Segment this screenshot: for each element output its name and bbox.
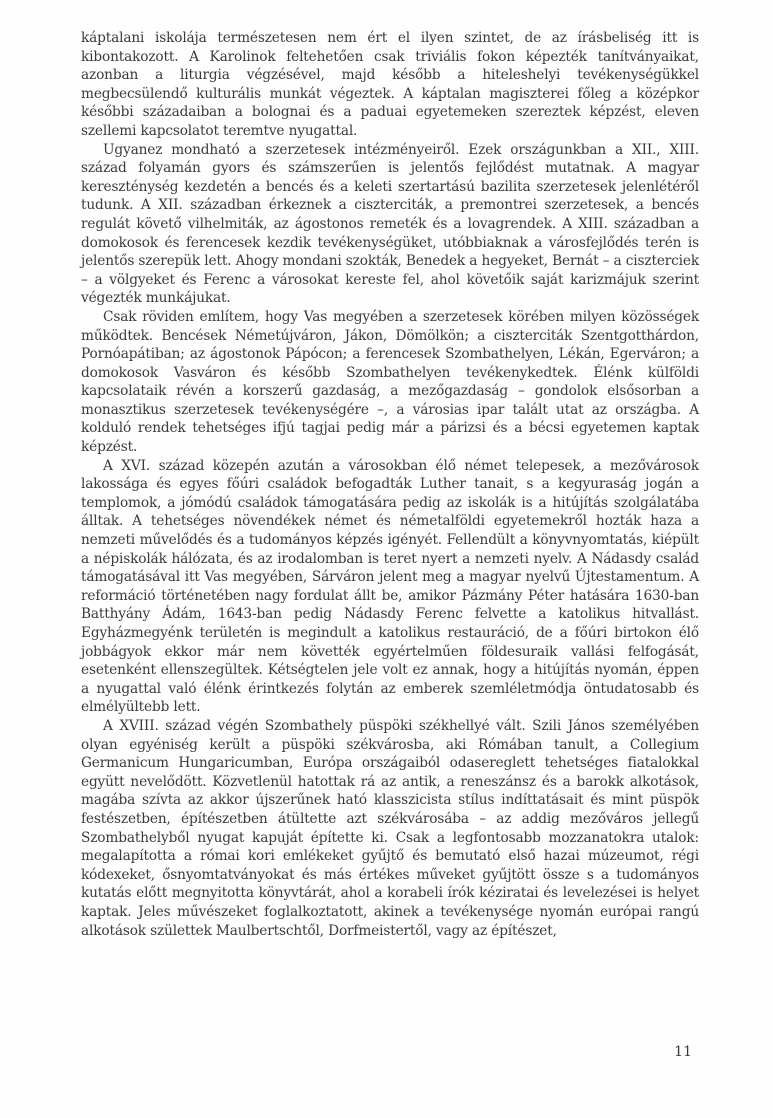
body-text — [81, 29, 699, 940]
paragraph-2: Ugyanez mondható a szerzetesek intézményeiről. Ezek országunkban a XII., XIII. század folyamán gyors és számszerűen is jelentős fejlődést mutatnak. A magyar kereszténység kezdetén a bencés és a keleti szertartású bazilita szerzetesek jelenlétéről tudunk. A XII. században érkeznek a ciszterciták, a premontrei szerzetesek, a bencés regulát követő vilhelmiták, az ágostonos remeték és a lovagrendek. A XIII. században a domokosok és ferencesek kezdik tevékenységüket, utóbbiaknak a városfejlődés terén is jelentős szerepük lett. Ahogy mondani szokták, Benedek a hegyeket, Bernát – a ciszterciek – a völgyeket és Ferenc a városokat kereste fel, ahol követőik saját karizmájuk szerint végezték munkájukat. — [81, 141, 699, 307]
paragraph-5: A XVIII. század végén Szombathely püspöki székhellyé vált. Szili János személyében olyan egyéniség került a püspöki székvárosba, aki Rómában tanult, a Collegium Germanicum Hungaricumban, Európa országaiból odasereglett tehetséges fiatalokkal együtt nevelődött. Közvetlenül hatottak rá az antik, a reneszánsz és a barokk alkotások, magába szívta az akkor újszerűnek ható klasszicista stílus indíttatásait és mint püspök festészetben, építészetben átültette azt székvárosába – az addig mezőváros jellegű Szombathelyből nyugat kapuját építette ki. Csak a legfontosabb mozzanatokra utalok: megalapította a római kori emlékeket gyűjtő és bemutató első hazai múzeumot, régi kódexeket, ősnyomtatványokat és más értékes műveket gyűjtött össze s a tudományos kutatás előtt megnyitotta könyvtárát, ahol a korabeli írók kéziratai és levelezései is helyet kaptak. Jeles művészeket foglalkoztatott, akinek a tevékenysége nyomán európai rangú alkotások születtek Maulbertschtől, Dorfmeistertől, vagy az építészet, — [81, 717, 699, 939]
paragraph-3: Csak röviden említem, hogy Vas megyében a szerzetesek körében milyen közösségek működtek. Bencések Németújváron, Jákon, Dömölkön; a ciszterciták Szentgotthárdon, Pornóapátiban; az ágostonok Pápócon; a ferencesek Szombathelyen, Lékán, Egerváron; a domokosok Vasváron és később Szombathelyen tevékenykedtek. Élénk külföldi kapcsolataik révén a korszerű gazdaság, a mezőgazdaság – gondolok elsősorban a monasztikus szerzetesek tevékenységére –, a városias ipar talált utat az országba. A kolduló rendek tehetséges ifjú tagjai pedig már a párizsi és a bécsi egyetemen kaptak képzést. — [81, 308, 699, 456]
paragraph-4: A XVI. század közepén azután a városokban élő német telepesek, a mezővárosok lakossága és egyes főúri családok befogadták Luther tanait, s a kegyuraság jogán a templomok, a jómódú családok támogatására pedig az iskolák is a hitújítás szolgálatába álltak. A tehetséges növendékek német és németalföldi egyetemekről hozták haza a nemzeti művelődés és a tudományos képzés igényét. Fellendült a könyvnyomtatás, kiépült a népiskolák hálózata, és az irodalomban is teret nyert a nemzeti nyelv. A Nádasdy család támogatásával itt Vas megyében, Sárváron jelent meg a magyar nyelvű Újtestamentum. A reformáció történetében nagy fordulat állt be, amikor Pázmány Péter hatására 1630-ban Batthyány Ádám, 1643-ban pedig Nádasdy Ferenc felvette a katolikus hitvallást. Egyházmegyénk területén is megindult a katolikus restauráció, de a főúri birtokon élő jobbágyok ekkor már nem követték egyértelműen földesuraik vallási felfogását, esetenként ellenszegültek. Kétségtelen jele volt ez annak, hogy a hitújítás nyomán, éppen a nyugattal való élénk érintkezés folytán az emberek szemléletmódja öntudatosabb és elmélyültebb lett. — [81, 457, 699, 716]
paragraph-1: káptalani iskolája természetesen nem ért el ilyen szintet, de az írásbeliség itt is kibontakozott. A Karolinok feltehetően csak triviális fokon képezték tanítványaikat, azonban a liturgia végzésével, majd később a hiteleshelyi tevékenységükkel megbecsülendő kulturális munkát végeztek. A káptalan magiszterei főleg a középkor későbbi századaiban a bolognai és a paduai egyetemeken szereztek képzést, eleven szellemi kapcsolatot teremtve nyugattal. — [81, 30, 699, 139]
page-number: 11 — [674, 1044, 692, 1060]
